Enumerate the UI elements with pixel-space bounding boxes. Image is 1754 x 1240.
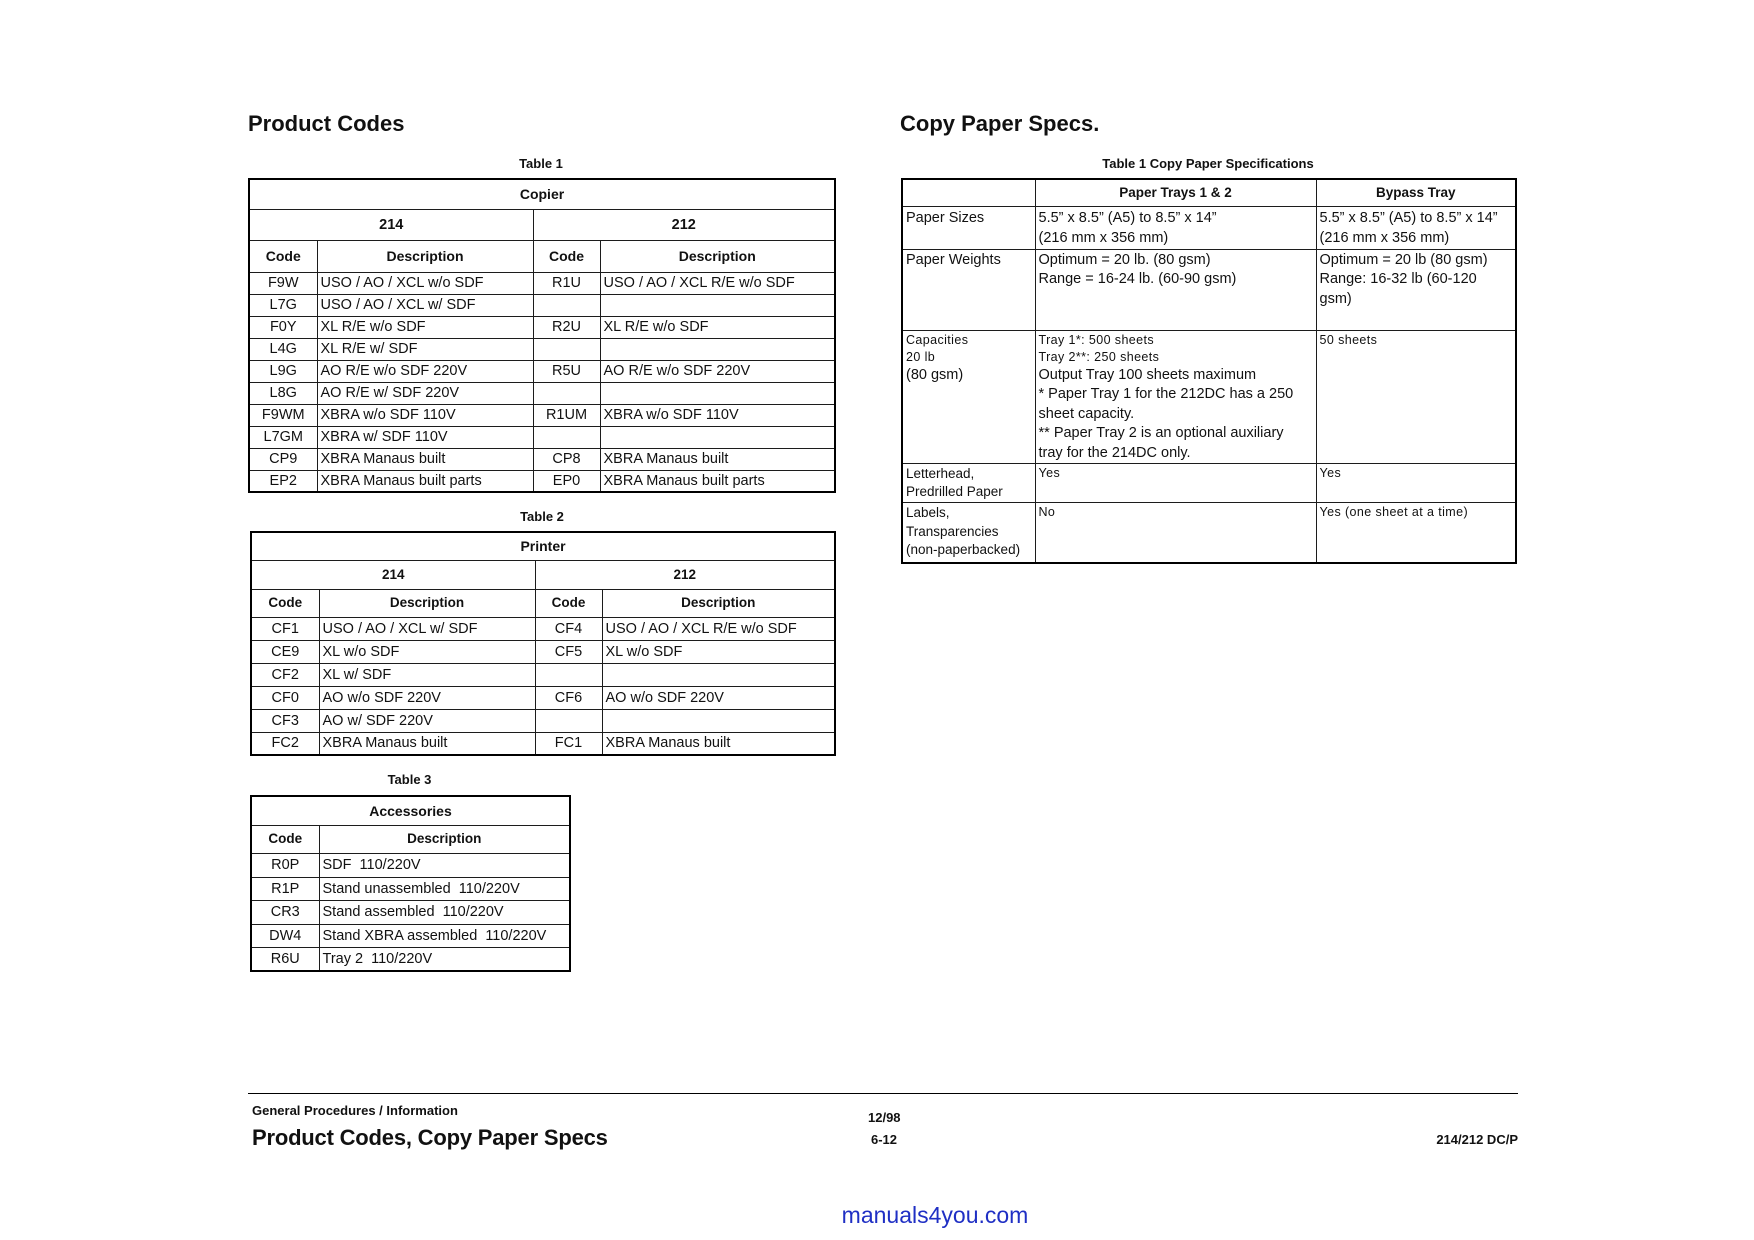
table-row bbox=[249, 316, 835, 338]
tray2-capacity: Tray 2**: 250 sheets bbox=[1038, 349, 1160, 364]
code-cell: FC2 bbox=[251, 732, 319, 755]
table-row bbox=[251, 709, 835, 732]
code-cell: CF4 bbox=[535, 617, 602, 640]
table-row bbox=[251, 924, 570, 947]
trays-cell bbox=[1035, 464, 1316, 503]
description-cell: AO w/o SDF 220V bbox=[602, 686, 835, 709]
description-cell: AO R/E w/o SDF 220V bbox=[317, 360, 533, 382]
code-cell: L7GM bbox=[249, 426, 317, 448]
printer-table bbox=[250, 531, 836, 756]
row-label-cell bbox=[902, 249, 1035, 330]
description-cell: USO / AO / XCL R/E w/o SDF bbox=[602, 617, 835, 640]
paper-sizes-row bbox=[902, 206, 1516, 249]
description-header: Description bbox=[602, 589, 835, 617]
table-row bbox=[251, 900, 570, 924]
code-cell: CF6 bbox=[535, 686, 602, 709]
bypass-weight-range: Range: 16-32 lb (60-120 gsm) bbox=[1319, 271, 1477, 307]
description-cell: USO / AO / XCL w/o SDF bbox=[317, 272, 533, 294]
paper-spec-table bbox=[901, 178, 1517, 564]
table-title-row bbox=[251, 532, 835, 560]
code-cell: DW4 bbox=[251, 924, 319, 947]
code-cell: EP0 bbox=[533, 470, 600, 492]
row-label-cell bbox=[902, 464, 1035, 503]
trays-size-metric: (216 mm x 356 mm) bbox=[1038, 229, 1169, 246]
description-cell: XL R/E w/o SDF bbox=[600, 316, 835, 338]
trays-cell bbox=[1035, 330, 1316, 464]
trays-cell bbox=[1035, 503, 1316, 563]
code-cell bbox=[533, 338, 600, 360]
table-row bbox=[249, 448, 835, 470]
copier-table bbox=[248, 178, 836, 493]
description-cell: XBRA Manaus built bbox=[319, 732, 535, 755]
printer-table-title: Printer bbox=[251, 532, 835, 560]
code-cell: CF2 bbox=[251, 663, 319, 686]
copier-table-caption: Table 1 bbox=[519, 156, 563, 171]
blank-header-cell bbox=[902, 179, 1035, 206]
table-title-row bbox=[249, 179, 835, 209]
model-214-header: 214 bbox=[249, 209, 533, 240]
code-cell: F9WM bbox=[249, 404, 317, 426]
description-header: Description bbox=[600, 240, 835, 272]
code-header: Code bbox=[535, 589, 602, 617]
description-cell: USO / AO / XCL w/ SDF bbox=[319, 617, 535, 640]
copier-table-title: Copier bbox=[249, 179, 835, 209]
watermark-link[interactable]: manuals4you.com bbox=[841, 1202, 1029, 1228]
description-header: Description bbox=[317, 240, 533, 272]
bypass-header: Bypass Tray bbox=[1316, 179, 1516, 206]
code-cell: FC1 bbox=[535, 732, 602, 755]
tray1-footnote: * Paper Tray 1 for the 212DC has a 250 sheet capacity. bbox=[1038, 386, 1294, 422]
code-cell: R5U bbox=[533, 360, 600, 382]
description-cell: Stand unassembled 110/220V bbox=[319, 877, 570, 900]
code-cell: R1U bbox=[533, 272, 600, 294]
tray2-footnote: ** Paper Tray 2 is an optional auxiliary tray for the 214DC only. bbox=[1038, 425, 1284, 461]
description-cell: XL w/o SDF bbox=[602, 640, 835, 663]
column-header-row bbox=[251, 825, 570, 853]
code-cell: R6U bbox=[251, 947, 319, 971]
row-label-cell bbox=[902, 503, 1035, 563]
bypass-cell bbox=[1316, 464, 1516, 503]
code-header: Code bbox=[533, 240, 600, 272]
code-cell: F0Y bbox=[249, 316, 317, 338]
code-cell: EP2 bbox=[249, 470, 317, 492]
capacities-metric: (80 gsm) bbox=[906, 366, 964, 383]
description-cell bbox=[600, 294, 835, 316]
spec-table-caption: Table 1 Copy Paper Specifications bbox=[1102, 156, 1314, 171]
code-cell: F9W bbox=[249, 272, 317, 294]
trays-weight-range: Range = 16-24 lb. (60-90 gsm) bbox=[1038, 271, 1237, 287]
row-label-cell bbox=[902, 206, 1035, 249]
accessories-table bbox=[250, 795, 571, 972]
bypass-capacity: 50 sheets bbox=[1319, 332, 1378, 347]
description-cell: XBRA Manaus built parts bbox=[600, 470, 835, 492]
description-cell: XBRA Manaus built bbox=[602, 732, 835, 755]
footer-title: Product Codes, Copy Paper Specs bbox=[252, 1125, 608, 1150]
table-row bbox=[249, 360, 835, 382]
table-row bbox=[251, 640, 835, 663]
description-cell: XBRA w/o SDF 110V bbox=[317, 404, 533, 426]
description-cell: XL w/ SDF bbox=[319, 663, 535, 686]
description-cell: XL w/o SDF bbox=[319, 640, 535, 663]
paper-weights-row bbox=[902, 249, 1516, 330]
table-row bbox=[251, 853, 570, 877]
paper-weights-label: Paper Weights bbox=[906, 251, 1001, 268]
trays-cell bbox=[1035, 249, 1316, 330]
spec-header-row bbox=[902, 179, 1516, 206]
column-header-row bbox=[249, 240, 835, 272]
code-header: Code bbox=[249, 240, 317, 272]
code-cell bbox=[535, 709, 602, 732]
code-cell bbox=[533, 294, 600, 316]
code-cell bbox=[535, 663, 602, 686]
capacities-row bbox=[902, 330, 1516, 464]
bypass-cell bbox=[1316, 503, 1516, 563]
table-row bbox=[251, 732, 835, 755]
labels-bypass-value: Yes (one sheet at a time) bbox=[1319, 505, 1469, 519]
table-row bbox=[249, 470, 835, 492]
code-cell: R2U bbox=[533, 316, 600, 338]
description-header: Description bbox=[319, 825, 570, 853]
description-cell: Tray 2 110/220V bbox=[319, 947, 570, 971]
letterhead-trays-value: Yes bbox=[1038, 466, 1061, 480]
trays-header: Paper Trays 1 & 2 bbox=[1035, 179, 1316, 206]
code-cell: CF5 bbox=[535, 640, 602, 663]
code-cell bbox=[533, 382, 600, 404]
table-title-row bbox=[251, 796, 570, 825]
code-cell: R1UM bbox=[533, 404, 600, 426]
description-cell: XL R/E w/o SDF bbox=[317, 316, 533, 338]
code-cell: CP8 bbox=[533, 448, 600, 470]
table-row bbox=[249, 272, 835, 294]
code-cell: L9G bbox=[249, 360, 317, 382]
description-cell: USO / AO / XCL R/E w/o SDF bbox=[600, 272, 835, 294]
description-cell: Stand XBRA assembled 110/220V bbox=[319, 924, 570, 947]
code-cell: L7G bbox=[249, 294, 317, 316]
capacities-label: Capacities bbox=[906, 332, 969, 347]
description-cell: XL R/E w/ SDF bbox=[317, 338, 533, 360]
table-row bbox=[251, 947, 570, 971]
code-header: Code bbox=[251, 825, 319, 853]
footer-model: 214/212 DC/P bbox=[1436, 1132, 1518, 1147]
column-header-row bbox=[251, 589, 835, 617]
code-cell: R1P bbox=[251, 877, 319, 900]
code-cell: CR3 bbox=[251, 900, 319, 924]
labels-row bbox=[902, 503, 1516, 563]
labels-trays-value: No bbox=[1038, 505, 1056, 519]
description-cell: AO w/o SDF 220V bbox=[319, 686, 535, 709]
code-cell: CF1 bbox=[251, 617, 319, 640]
description-cell: AO w/ SDF 220V bbox=[319, 709, 535, 732]
bypass-cell bbox=[1316, 249, 1516, 330]
table-row bbox=[249, 426, 835, 448]
description-cell: AO R/E w/o SDF 220V bbox=[600, 360, 835, 382]
letterhead-row bbox=[902, 464, 1516, 503]
bypass-weight-optimum: Optimum = 20 lb (80 gsm) bbox=[1319, 251, 1488, 268]
table-row bbox=[249, 338, 835, 360]
description-cell: XBRA w/o SDF 110V bbox=[600, 404, 835, 426]
description-cell bbox=[602, 663, 835, 686]
footer-section: General Procedures / Information bbox=[252, 1103, 458, 1118]
footer-rule bbox=[248, 1093, 1518, 1094]
code-cell: L4G bbox=[249, 338, 317, 360]
output-tray-capacity: Output Tray 100 sheets maximum bbox=[1038, 366, 1257, 383]
letterhead-label: Letterhead, Predrilled Paper bbox=[906, 466, 1003, 499]
accessories-table-title: Accessories bbox=[251, 796, 570, 825]
description-cell: XBRA Manaus built parts bbox=[317, 470, 533, 492]
description-cell bbox=[600, 338, 835, 360]
row-label-cell bbox=[902, 330, 1035, 464]
table-row bbox=[251, 617, 835, 640]
code-cell: CF0 bbox=[251, 686, 319, 709]
description-cell bbox=[600, 382, 835, 404]
table-row bbox=[251, 663, 835, 686]
code-cell: L8G bbox=[249, 382, 317, 404]
trays-weight-optimum: Optimum = 20 lb. (80 gsm) bbox=[1038, 251, 1211, 268]
code-cell bbox=[533, 426, 600, 448]
bypass-cell bbox=[1316, 330, 1516, 464]
capacities-weight: 20 lb bbox=[906, 349, 936, 364]
trays-cell bbox=[1035, 206, 1316, 249]
description-cell: XBRA Manaus built bbox=[317, 448, 533, 470]
table-row bbox=[249, 294, 835, 316]
code-cell: CF3 bbox=[251, 709, 319, 732]
table-row bbox=[251, 877, 570, 900]
description-cell bbox=[602, 709, 835, 732]
description-header: Description bbox=[319, 589, 535, 617]
footer-date: 12/98 bbox=[868, 1110, 901, 1125]
description-cell: XBRA w/ SDF 110V bbox=[317, 426, 533, 448]
bypass-size-metric: (216 mm x 356 mm) bbox=[1319, 229, 1450, 246]
letterhead-bypass-value: Yes bbox=[1319, 466, 1342, 480]
model-212-header: 212 bbox=[533, 209, 835, 240]
description-cell bbox=[600, 426, 835, 448]
footer-page-number: 6-12 bbox=[871, 1132, 898, 1147]
code-cell: R0P bbox=[251, 853, 319, 877]
paper-sizes-label: Paper Sizes bbox=[906, 209, 985, 226]
model-214-header: 214 bbox=[251, 560, 535, 589]
table-row bbox=[249, 382, 835, 404]
description-cell: USO / AO / XCL w/ SDF bbox=[317, 294, 533, 316]
code-header: Code bbox=[251, 589, 319, 617]
model-row bbox=[249, 209, 835, 240]
description-cell: Stand assembled 110/220V bbox=[319, 900, 570, 924]
labels-transparencies-label: Labels, Transparencies (non-paperbacked) bbox=[906, 505, 1021, 557]
code-cell: CE9 bbox=[251, 640, 319, 663]
accessories-table-caption: Table 3 bbox=[387, 772, 432, 787]
bypass-size-range: 5.5” x 8.5” (A5) to 8.5” x 14” bbox=[1319, 209, 1498, 226]
model-212-header: 212 bbox=[535, 560, 835, 589]
description-cell: AO R/E w/ SDF 220V bbox=[317, 382, 533, 404]
table-row bbox=[249, 404, 835, 426]
description-cell: SDF 110/220V bbox=[319, 853, 570, 877]
copy-paper-specs-heading: Copy Paper Specs. bbox=[900, 111, 1100, 136]
model-row bbox=[251, 560, 835, 589]
printer-table-caption: Table 2 bbox=[520, 509, 564, 524]
table-row bbox=[251, 686, 835, 709]
description-cell: XBRA Manaus built bbox=[600, 448, 835, 470]
trays-size-range: 5.5” x 8.5” (A5) to 8.5” x 14” bbox=[1038, 209, 1217, 226]
tray1-capacity: Tray 1*: 500 sheets bbox=[1038, 332, 1155, 347]
bypass-cell bbox=[1316, 206, 1516, 249]
product-codes-heading: Product Codes bbox=[248, 111, 405, 136]
code-cell: CP9 bbox=[249, 448, 317, 470]
